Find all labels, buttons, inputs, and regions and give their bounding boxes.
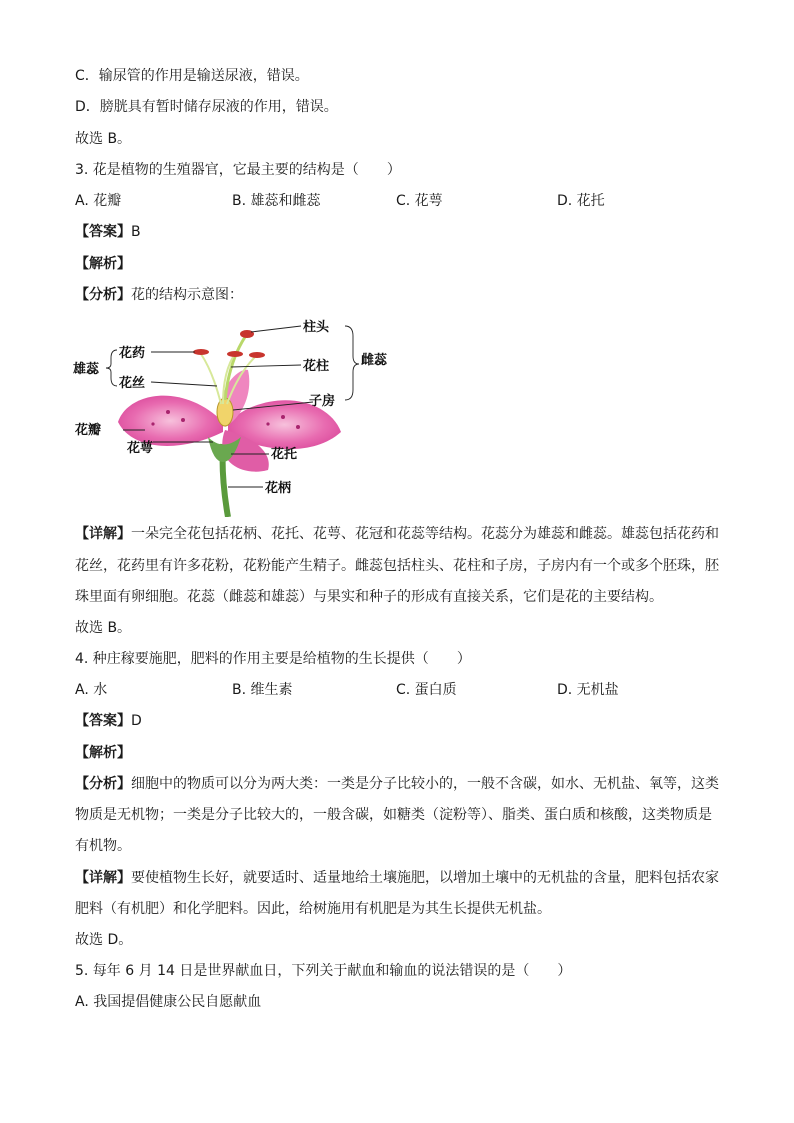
label-receptacle: 花托 (271, 447, 298, 462)
q5-stem-text: 5. 每年 6 月 14 日是世界献血日，下列关于献血和输血的说法错误的是（ (75, 963, 530, 979)
q4-stem-close: ） (456, 651, 471, 667)
q4-conclusion: 故选 D。 (75, 932, 133, 948)
label-petal: 花瓣 (75, 423, 102, 438)
q4-fenxi-1 (75, 774, 719, 794)
prev-option-d: D．膀胱具有暂时储存尿液的作用，错误。 (75, 99, 338, 115)
answer-value: D (131, 713, 142, 729)
fenxi-text: 花的结构示意图： (131, 287, 243, 303)
q4-detail-1 (75, 868, 719, 888)
label-style: 花柱 (303, 359, 330, 374)
detail-label: 【详解】 (75, 870, 131, 886)
prev-conclusion: 故选 B。 (75, 131, 132, 147)
label-anther: 花药 (119, 346, 146, 361)
q3-stem-text: 3. 花是植物的生殖器官，它最主要的结构是（ (75, 162, 359, 178)
answer-label: 【答案】 (75, 224, 131, 240)
anther (193, 349, 209, 355)
label-ovary: 子房 (309, 394, 336, 409)
stigma (240, 330, 254, 338)
ovary (217, 398, 233, 426)
fenxi-label: 【分析】 (75, 776, 131, 792)
q3-detail-1 (75, 524, 719, 544)
detail-text: 一朵完全花包括花柄、花托、花萼、花冠和花蕊等结构。花蕊分为雄蕊和雌蕊。雄蕊包括花药和 (131, 526, 719, 542)
label-stalk: 花柄 (265, 481, 292, 496)
q3-option-d: D. 花托 (557, 193, 605, 209)
q3-option-c: C. 花萼 (396, 193, 443, 209)
flower-structure-diagram (73, 312, 393, 517)
label-pistil-group: 雌蕊 (361, 353, 388, 368)
label-filament: 花丝 (119, 376, 146, 391)
q5-stem-close: ） (557, 963, 572, 979)
q3-option-a: A. 花瓣 (75, 193, 122, 209)
q4-option-d: D. 无机盐 (557, 682, 619, 698)
q4-detail-2: 肥料（有机肥）和化学肥料。因此，给树施用有机肥是为其生长提供无机盐。 (75, 901, 551, 917)
q3-stem (75, 160, 401, 180)
q4-fenxi-2: 物质是无机物；一类是分子比较大的，一般含碳，如糖类（淀粉等）、脂类、蛋白质和核酸，这类物质是 (75, 807, 712, 823)
q3-answer (75, 222, 141, 242)
q5-option-a: A. 我国提倡健康公民自愿献血 (75, 994, 262, 1010)
q4-analysis-label: 【解析】 (75, 745, 131, 761)
q3-detail-3: 珠里面有卵细胞。花蕊（雌蕊和雄蕊）与果实和种子的形成有直接关系，它们是花的主要结构。 (75, 589, 663, 605)
fenxi-label: 【分析】 (75, 287, 131, 303)
q4-answer (75, 711, 142, 731)
q4-stem-text: 4. 种庄稼要施肥，肥料的作用主要是给植物的生长提供（ (75, 651, 429, 667)
q4-fenxi-3: 有机物。 (75, 838, 131, 854)
q4-option-b: B. 维生素 (232, 682, 293, 698)
q5-stem (75, 961, 571, 981)
petal-left (118, 396, 223, 446)
label-stamen-group: 雄蕊 (73, 362, 100, 377)
detail-label: 【详解】 (75, 526, 131, 542)
q4-option-c: C. 蛋白质 (396, 682, 457, 698)
q3-analysis-label: 【解析】 (75, 256, 131, 272)
q4-option-a: A. 水 (75, 682, 108, 698)
detail-text: 要使植物生长好，就要适时、适量地给土壤施肥，以增加土壤中的无机盐的含量，肥料包括农家 (131, 870, 719, 886)
q3-fenxi (75, 285, 243, 305)
fenxi-text: 细胞中的物质可以分为两大类：一类是分子比较小的，一般不含碳，如水、无机盐、氧等，这类 (131, 776, 719, 792)
q3-detail-2: 花丝，花药里有许多花粉，花粉能产生精子。雌蕊包括柱头、花柱和子房，子房内有一个或多个胚珠，胚 (75, 558, 719, 574)
label-stigma: 柱头 (303, 320, 330, 335)
prev-option-c: C．输尿管的作用是输送尿液，错误。 (75, 68, 309, 84)
answer-value: B (131, 224, 141, 240)
answer-label: 【答案】 (75, 713, 131, 729)
label-sepal: 花萼 (127, 441, 154, 456)
q3-option-b: B. 雄蕊和雌蕊 (232, 193, 321, 209)
q4-stem (75, 649, 471, 669)
q3-conclusion: 故选 B。 (75, 620, 132, 636)
q3-stem-close: ） (386, 162, 401, 178)
